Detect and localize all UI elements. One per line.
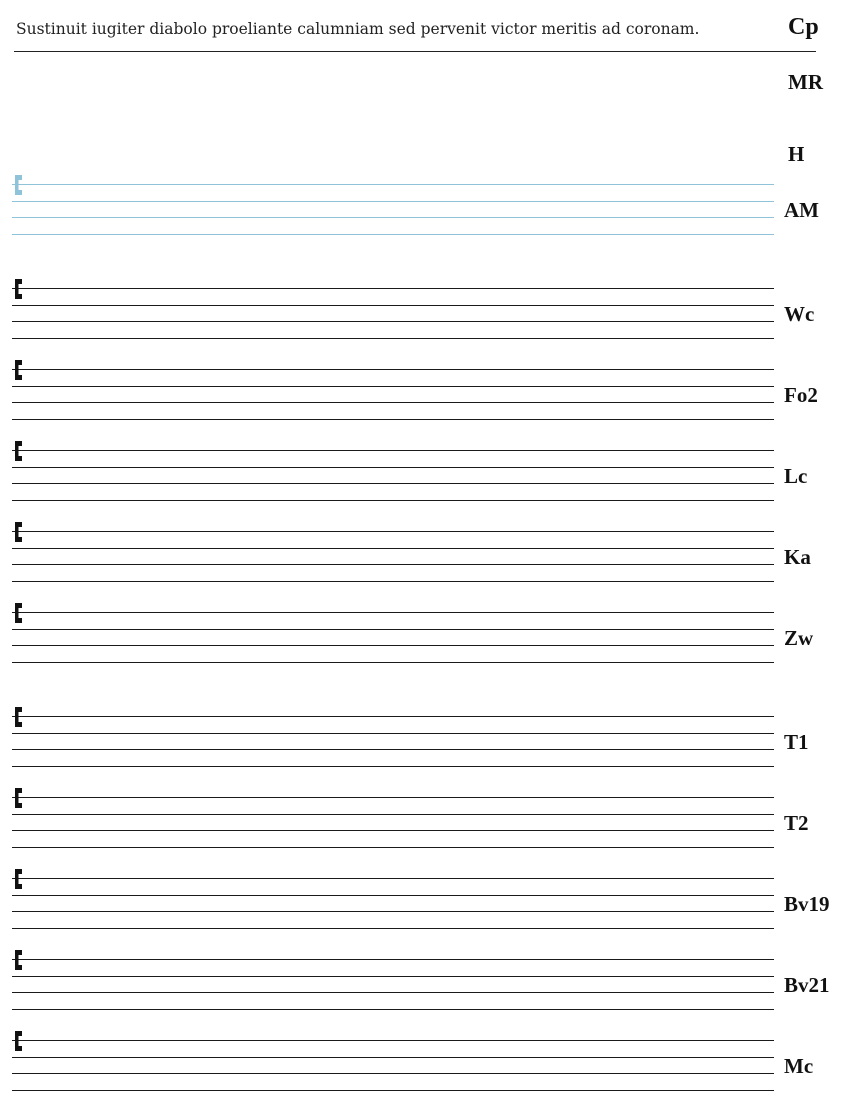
c-clef-icon xyxy=(12,867,24,891)
siglum-label-wc: Wc xyxy=(784,302,815,326)
staff-line xyxy=(12,847,774,848)
staff-line xyxy=(12,976,774,977)
staff-line xyxy=(12,1057,774,1058)
siglum-label-am: AM xyxy=(784,198,819,222)
staff-am[interactable] xyxy=(12,184,774,236)
siglum-label-cp: Cp xyxy=(788,14,819,40)
staff-line xyxy=(12,766,774,767)
staff-lc[interactable] xyxy=(12,450,774,502)
staff-line xyxy=(12,483,774,484)
chant-header-text: Sustinuit iugiter diabolo proeliante calumniam sed pervenit victor meritis ad coronam. xyxy=(16,20,700,38)
staff-line xyxy=(12,959,774,960)
staff-line xyxy=(12,814,774,815)
siglum-label-bv21: Bv21 xyxy=(784,973,830,997)
staff-line xyxy=(12,1040,774,1041)
staff-bv19[interactable] xyxy=(12,878,774,930)
staff-line xyxy=(12,716,774,717)
c-clef-icon xyxy=(12,277,24,301)
siglum-label-ka: Ka xyxy=(784,545,811,569)
staff-line xyxy=(12,629,774,630)
staff-t2[interactable] xyxy=(12,797,774,849)
staff-line xyxy=(12,338,774,339)
staff-line xyxy=(12,217,774,218)
c-clef-icon xyxy=(12,358,24,382)
staff-line xyxy=(12,612,774,613)
staff-line xyxy=(12,1009,774,1010)
staff-mc[interactable] xyxy=(12,1040,774,1092)
siglum-label-zw: Zw xyxy=(784,626,814,650)
staff-line xyxy=(12,234,774,235)
c-clef-icon xyxy=(12,439,24,463)
staff-line xyxy=(12,419,774,420)
staff-line xyxy=(12,830,774,831)
staff-bv21[interactable] xyxy=(12,959,774,1011)
siglum-label-lc: Lc xyxy=(784,464,808,488)
staff-line xyxy=(12,564,774,565)
staff-line xyxy=(12,201,774,202)
siglum-label-fo2: Fo2 xyxy=(784,383,818,407)
c-clef-icon xyxy=(12,173,24,197)
staff-line xyxy=(12,733,774,734)
staff-line xyxy=(12,531,774,532)
staff-line xyxy=(12,581,774,582)
staff-line xyxy=(12,548,774,549)
c-clef-icon xyxy=(12,786,24,810)
staff-line xyxy=(12,402,774,403)
staff-line xyxy=(12,928,774,929)
staff-line xyxy=(12,895,774,896)
staff-line xyxy=(12,305,774,306)
staff-t1[interactable] xyxy=(12,716,774,768)
staff-zw[interactable] xyxy=(12,612,774,664)
staff-line xyxy=(12,645,774,646)
staff-line xyxy=(12,1090,774,1091)
staff-line xyxy=(12,288,774,289)
staff-line xyxy=(12,369,774,370)
staff-line xyxy=(12,992,774,993)
staff-line xyxy=(12,386,774,387)
siglum-label-mc: Mc xyxy=(784,1054,814,1078)
siglum-label-t1: T1 xyxy=(784,730,809,754)
staff-line xyxy=(12,797,774,798)
staff-fo2[interactable] xyxy=(12,369,774,421)
c-clef-icon xyxy=(12,601,24,625)
siglum-label-t2: T2 xyxy=(784,811,809,835)
staff-line xyxy=(12,911,774,912)
staff-line xyxy=(12,321,774,322)
siglum-label-mr: MR xyxy=(788,70,823,94)
staff-ka[interactable] xyxy=(12,531,774,583)
c-clef-icon xyxy=(12,520,24,544)
staff-line xyxy=(12,1073,774,1074)
c-clef-icon xyxy=(12,705,24,729)
c-clef-icon xyxy=(12,1029,24,1053)
staff-line xyxy=(12,749,774,750)
siglum-label-h: H xyxy=(788,142,805,166)
staff-wc[interactable] xyxy=(12,288,774,340)
staff-line xyxy=(12,467,774,468)
header-rule xyxy=(14,51,816,52)
staff-line xyxy=(12,184,774,185)
staff-line xyxy=(12,500,774,501)
staff-line xyxy=(12,450,774,451)
staff-line xyxy=(12,662,774,663)
staff-line xyxy=(12,878,774,879)
siglum-label-bv19: Bv19 xyxy=(784,892,830,916)
c-clef-icon xyxy=(12,948,24,972)
